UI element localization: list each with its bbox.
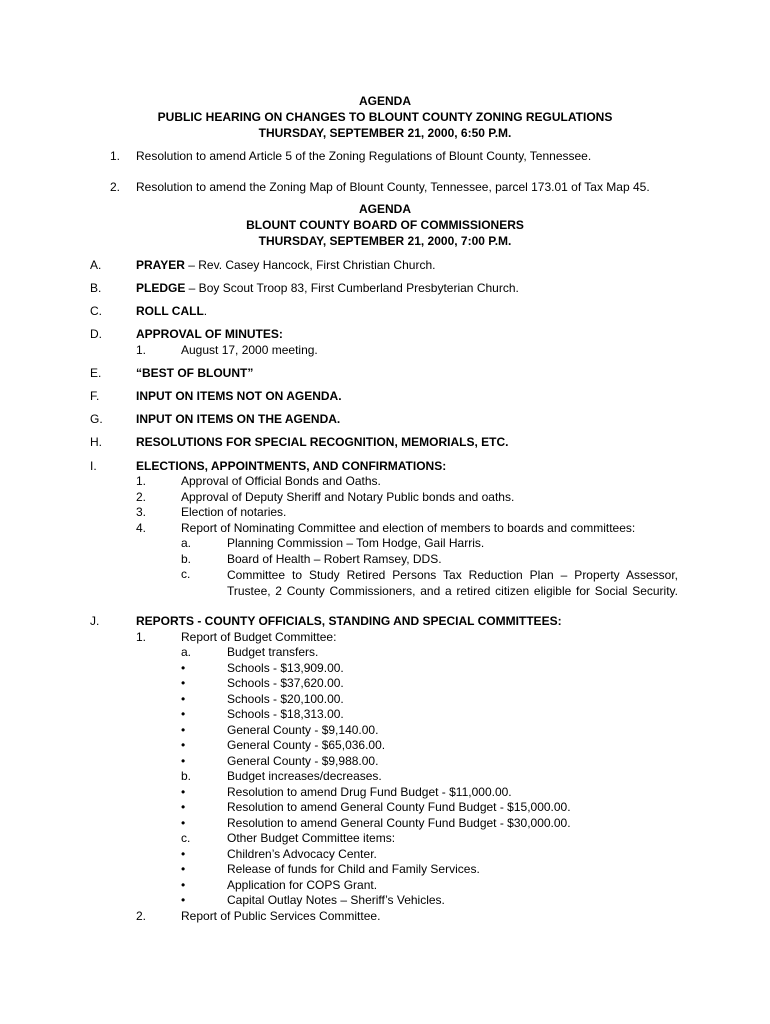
section-detail: . [203, 304, 208, 318]
sublist-marker: • [181, 862, 186, 876]
sublist-marker: • [181, 676, 186, 690]
section-letter: G. [90, 412, 103, 426]
sublist-item: General County - $9,988.00. [227, 754, 379, 768]
sublist-item: Children’s Advocacy Center. [227, 847, 377, 861]
section-a-title [136, 258, 435, 272]
sublist-item: Resolution to amend Drug Fund Budget - $11,000.00. [227, 785, 512, 799]
sublist-marker: • [181, 893, 186, 907]
sublist-letter: b. [181, 552, 192, 566]
list-number: 4. [136, 521, 147, 535]
section-letter: E. [90, 366, 102, 380]
hearing-item-number: 1. [110, 149, 121, 163]
sublist-marker: • [181, 800, 186, 814]
sublist-item: Schools - $37,620.00. [227, 676, 344, 690]
sublist-item: General County - $9,140.00. [227, 723, 379, 737]
meeting-subtitle: BLOUNT COUNTY BOARD OF COMMISSIONERS [246, 218, 524, 232]
sublist-item: Planning Commission – Tom Hodge, Gail Harris. [227, 536, 485, 550]
section-letter: C. [90, 304, 102, 318]
sublist-marker: • [181, 692, 186, 706]
sublist-marker: • [181, 738, 186, 752]
list-item: Approval of Official Bonds and Oaths. [181, 474, 381, 488]
sublist-letter: c. [181, 567, 191, 581]
section-letter: H. [90, 435, 102, 449]
list-number: 1. [136, 343, 147, 357]
sublist-item: Application for COPS Grant. [227, 878, 378, 892]
list-item: Election of notaries. [181, 505, 287, 519]
section-c-title [136, 304, 207, 318]
section-heading: APPROVAL OF MINUTES: [136, 327, 283, 341]
sublist-item: Capital Outlay Notes – Sheriff’s Vehicles. [227, 893, 445, 907]
hearing-item-text: Resolution to amend Article 5 of the Zoning Regulations of Blount County, Tennessee. [136, 149, 592, 163]
section-heading: “BEST OF BLOUNT” [136, 366, 254, 380]
sublist-marker: • [181, 878, 186, 892]
sublist-marker: • [181, 816, 186, 830]
list-number: 3. [136, 505, 147, 519]
section-letter: D. [90, 327, 102, 341]
sublist-marker: • [181, 785, 186, 799]
section-letter: A. [90, 258, 102, 272]
list-number: 1. [136, 474, 147, 488]
section-letter: J. [90, 614, 100, 628]
section-heading: ROLL CALL [136, 304, 204, 318]
sublist-marker: • [181, 754, 186, 768]
list-number: 2. [136, 909, 147, 923]
list-item: Report of Nominating Committee and election of members to boards and committees: [181, 521, 636, 535]
sublist-item: Committee to Study Retired Persons Tax Reduction Plan – Property Assessor, Trustee, 2 County Commissioners, and a retired citizen eligible for Social Security. [227, 568, 678, 598]
list-item: Report of Public Services Committee. [181, 909, 381, 923]
sublist-marker: • [181, 661, 186, 675]
hearing-subtitle: PUBLIC HEARING ON CHANGES TO BLOUNT COUNTY ZONING REGULATIONS [157, 110, 613, 124]
section-letter: I. [90, 459, 97, 473]
sublist-marker: • [181, 707, 186, 721]
section-heading: REPORTS - COUNTY OFFICIALS, STANDING AND SPECIAL COMMITTEES: [136, 614, 562, 628]
sublist-item: Resolution to amend General County Fund Budget - $30,000.00. [227, 816, 571, 830]
section-heading: INPUT ON ITEMS NOT ON AGENDA. [136, 389, 342, 403]
hearing-item-text: Resolution to amend the Zoning Map of Blount County, Tennessee, parcel 173.01 of Tax Map 45. [136, 180, 650, 194]
sublist-item: General County - $65,036.00. [227, 738, 386, 752]
section-detail: – Rev. Casey Hancock, First Christian Church. [184, 258, 436, 272]
sublist-item: Release of funds for Child and Family Services. [227, 862, 480, 876]
list-item: Report of Budget Committee: [181, 630, 337, 644]
sublist-marker: c. [181, 831, 191, 845]
section-heading: PLEDGE [136, 281, 186, 295]
sublist-item: Resolution to amend General County Fund Budget - $15,000.00. [227, 800, 571, 814]
meeting-title: AGENDA [358, 202, 411, 216]
hearing-title: AGENDA [358, 94, 411, 108]
section-b-title [136, 281, 519, 295]
hearing-item-number: 2. [110, 180, 121, 194]
sublist-marker: • [181, 723, 186, 737]
sublist-item: Board of Health – Robert Ramsey, DDS. [227, 552, 442, 566]
sublist-item: Other Budget Committee items: [227, 831, 396, 845]
section-detail: – Boy Scout Troop 83, First Cumberland Presbyterian Church. [185, 281, 519, 295]
section-heading: ELECTIONS, APPOINTMENTS, AND CONFIRMATIONS: [136, 459, 447, 473]
sublist-letter: a. [181, 536, 192, 550]
sublist-marker: a. [181, 645, 192, 659]
sublist-item: Schools - $20,100.00. [227, 692, 344, 706]
meeting-date: THURSDAY, SEPTEMBER 21, 2000, 7:00 P.M. [258, 234, 512, 248]
sublist-marker: • [181, 847, 186, 861]
sublist-item: Budget increases/decreases. [227, 769, 382, 783]
list-item: Approval of Deputy Sheriff and Notary Public bonds and oaths. [181, 490, 515, 504]
list-item: August 17, 2000 meeting. [181, 343, 318, 357]
section-letter: F. [90, 389, 100, 403]
list-number: 2. [136, 490, 147, 504]
section-heading: INPUT ON ITEMS ON THE AGENDA. [136, 412, 341, 426]
sublist-item: Schools - $13,909.00. [227, 661, 344, 675]
sublist-marker: b. [181, 769, 192, 783]
hearing-date: THURSDAY, SEPTEMBER 21, 2000, 6:50 P.M. [258, 126, 512, 140]
section-heading: RESOLUTIONS FOR SPECIAL RECOGNITION, MEMORIALS, ETC. [136, 435, 509, 449]
list-number: 1. [136, 630, 147, 644]
sublist-item: Schools - $18,313.00. [227, 707, 344, 721]
section-letter: B. [90, 281, 102, 295]
sublist-item: Budget transfers. [227, 645, 319, 659]
section-heading: PRAYER [136, 258, 185, 272]
